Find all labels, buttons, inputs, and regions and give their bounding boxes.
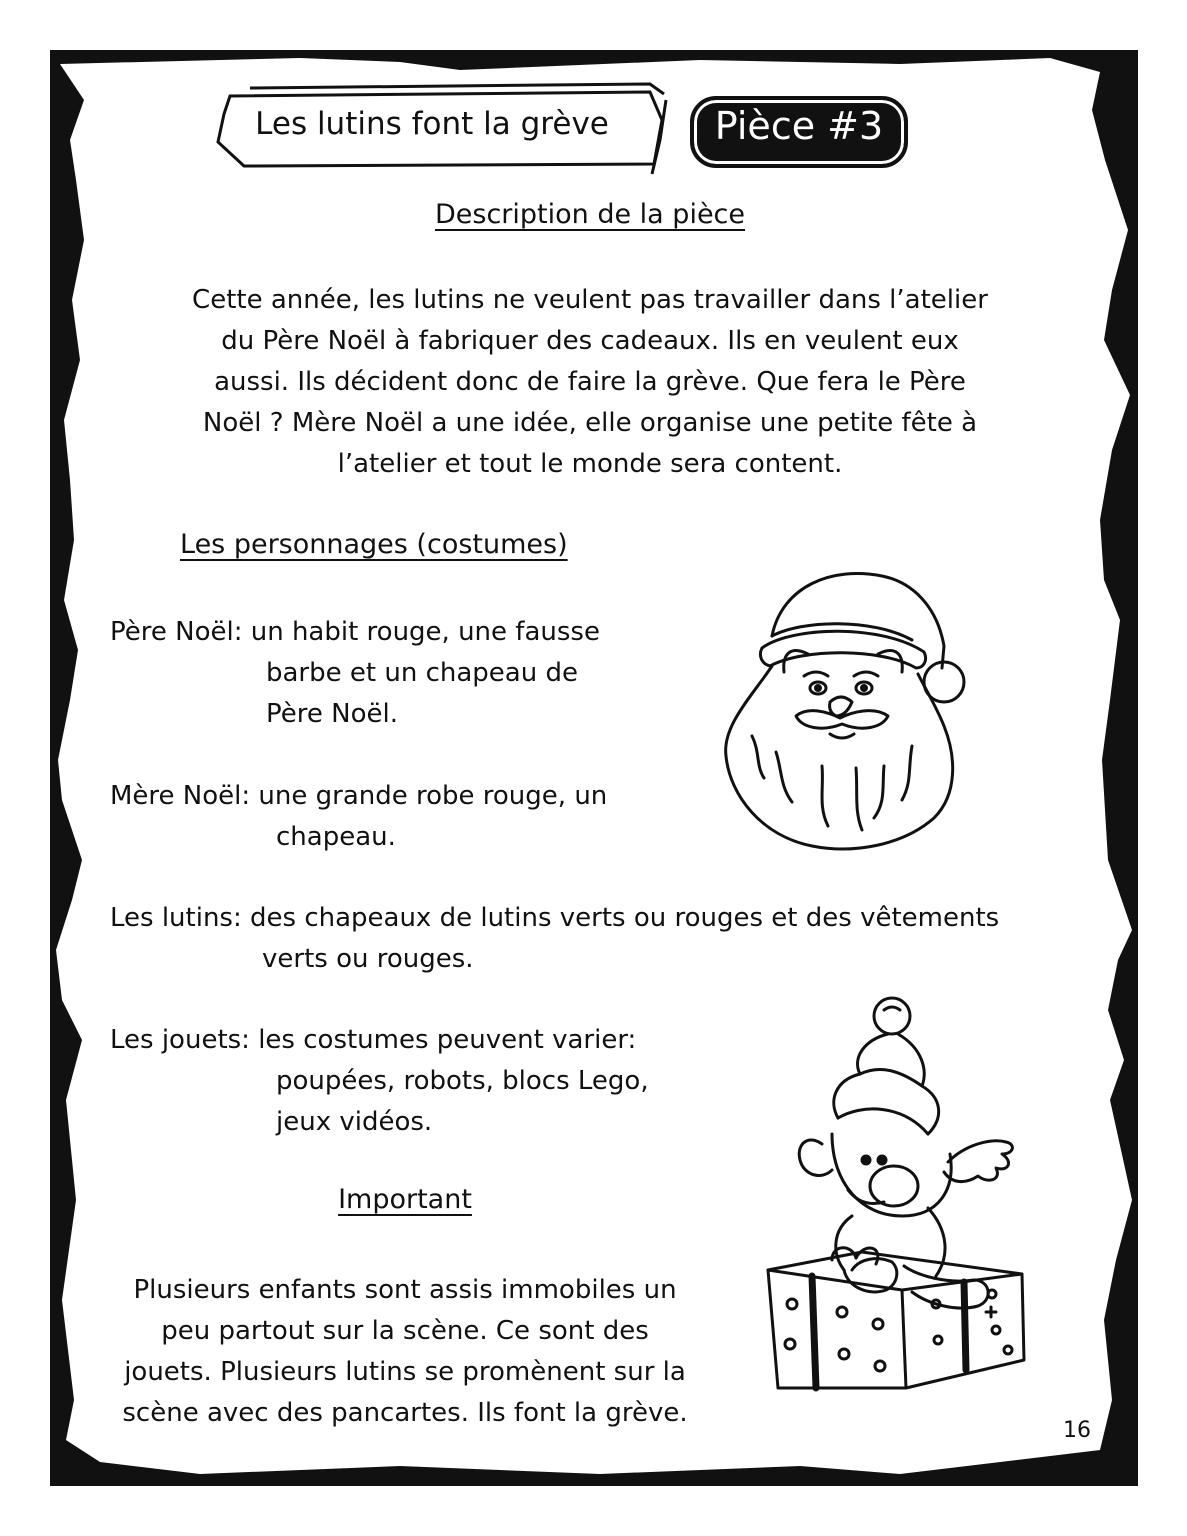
piece-number-label: Pièce #3	[714, 104, 884, 148]
page-number: 16	[1063, 1418, 1091, 1443]
character-lutins	[110, 898, 999, 980]
character-line: Père Noël.	[266, 699, 398, 729]
character-line: chapeau.	[276, 822, 396, 852]
description-line: l’atelier et tout le monde sera content.	[337, 449, 843, 479]
description-line: du Père Noël à fabriquer des cadeaux. Ils en veulent eux	[221, 326, 959, 356]
description-line: Cette année, les lutins ne veulent pas travailler dans l’atelier	[192, 285, 988, 315]
character-jouets	[110, 1020, 649, 1143]
character-line: Père Noël: un habit rouge, une fausse	[110, 617, 600, 647]
characters-heading: Les personnages (costumes)	[180, 529, 568, 560]
important-line: scène avec des pancartes. Ils font la grève.	[122, 1398, 688, 1428]
character-line: Les lutins: des chapeaux de lutins verts ou rouges et des vêtements	[110, 903, 1000, 933]
description-paragraph	[160, 280, 1020, 485]
character-line: Les jouets: les costumes peuvent varier:	[110, 1025, 637, 1055]
important-line: Plusieurs enfants sont assis immobiles un	[133, 1275, 677, 1305]
important-paragraph	[100, 1270, 710, 1434]
character-line: barbe et un chapeau de	[266, 658, 578, 688]
character-pere-noel	[110, 612, 600, 735]
important-heading: Important	[338, 1184, 472, 1215]
important-line: jouets. Plusieurs lutins se promènent sur la	[124, 1357, 686, 1387]
play-title: Les lutins font la grève	[255, 106, 609, 142]
description-line: Noël ? Mère Noël a une idée, elle organise une petite fête à	[202, 408, 978, 438]
important-line: peu partout sur la scène. Ce sont des	[161, 1316, 649, 1346]
character-line: poupées, robots, blocs Lego,	[276, 1066, 649, 1096]
character-mere-noel	[110, 776, 607, 858]
santa-face-illustration	[712, 556, 972, 856]
character-line: Mère Noël: une grande robe rouge, un	[110, 781, 608, 811]
elf-on-present-illustration	[752, 994, 1042, 1404]
character-line: verts ou rouges.	[262, 944, 474, 974]
description-heading: Description de la pièce	[434, 199, 746, 230]
description-line: aussi. Ils décident donc de faire la grève. Que fera le Père	[214, 367, 966, 397]
character-line: jeux vidéos.	[276, 1107, 433, 1137]
